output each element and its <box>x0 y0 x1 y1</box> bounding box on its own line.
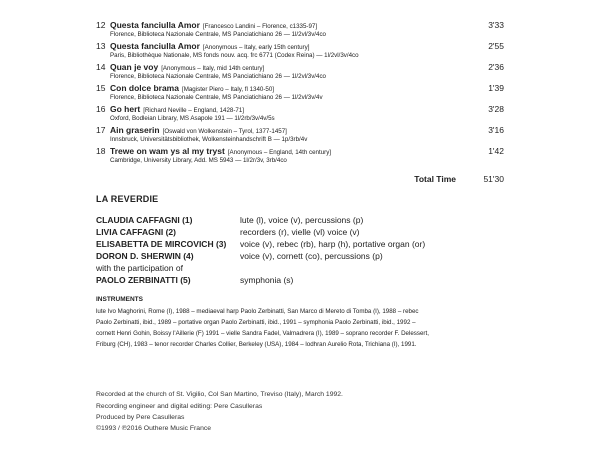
track-number: 14 <box>96 62 106 72</box>
track-title <box>110 125 287 135</box>
track-title-text: Quan je voy <box>110 62 159 72</box>
track-number: 15 <box>96 83 106 93</box>
track-attribution: [Francesco Landini – Florence, c1335-97] <box>202 23 318 30</box>
instruments-heading: INSTRUMENTS <box>96 296 143 303</box>
track-title <box>110 146 331 156</box>
ensemble-name: LA REVERDIE <box>96 194 159 204</box>
track-title-text: Ain graserin <box>110 125 160 135</box>
total-time-value: 51'30 <box>483 174 504 184</box>
track-title-text: Questa fanciulla Amor <box>110 20 200 30</box>
instruments-line: cornett Henri Gohin, Boissy l'Aillerie (F) 1991 – vielle Sandra Fadel, Valmadrera (I), 1989 – soprano recorder F. Delessert, <box>96 330 429 337</box>
track-number: 17 <box>96 125 106 135</box>
track-duration: 3'16 <box>488 125 504 135</box>
track-title <box>110 83 274 93</box>
track-duration: 2'55 <box>488 41 504 51</box>
track-title-text: Trewe on wam ys al my tryst <box>110 146 225 156</box>
performer-name: ELISABETTA DE MIRCOVICH (3) <box>96 239 227 249</box>
track-title-text: Go hert <box>110 104 141 114</box>
performer-instruments: symphonia (s) <box>240 275 294 285</box>
track-attribution: [Anonymous – England, 14th century] <box>227 149 332 156</box>
total-time-label: Total Time <box>414 174 456 184</box>
track-duration: 3'33 <box>488 20 504 30</box>
track-title <box>110 20 317 30</box>
copyright-credit: ©1993 / ℗2016 Outhere Music France <box>96 425 212 432</box>
performer-instruments: lute (l), voice (v), percussions (p) <box>240 215 364 225</box>
track-number: 16 <box>96 104 106 114</box>
instruments-line: lute Ivo Maghorini, Rome (I), 1988 – mediaeval harp Paolo Zerbinatti, San Marco di Mereto di Tomba (I), 1988 – rebec <box>96 308 419 315</box>
track-duration: 2'36 <box>488 62 504 72</box>
track-attribution: [Oswald von Wolkenstein – Tyrol, 1377-1457] <box>162 128 287 135</box>
track-attribution: [Richard Neville – England, 1428-71] <box>143 107 245 114</box>
track-title-text: Con dolce brama <box>110 83 179 93</box>
instruments-line: Friburg (CH), 1983 – tenor recorder Charles Collier, Berkeley (USA), 1984 – lodhran Aurelio Rota, Trichiana (I), 1991. <box>96 341 417 348</box>
performer-name: PAOLO ZERBINATTI (5) <box>96 275 191 285</box>
track-source: Innsbruck, Universitätsbibliothek, Wolkensteinhandschrift B — 1p/3rb/4v <box>110 136 308 143</box>
performer-name: LIVIA CAFFAGNI (2) <box>96 227 176 237</box>
performer-name: DORON D. SHERWIN (4) <box>96 251 194 261</box>
track-attribution: [Anonymous – Italy, mid 14th century] <box>161 65 265 72</box>
instruments-line: Paolo Zerbinatti, ibid., 1989 – portative organ Paolo Zerbinatti, ibid., 1991 – symphonia Paolo Zerbinatti, ibid., 1992 – <box>96 319 416 326</box>
track-attribution: [Magister Piero – Italy, fl 1340-50] <box>181 86 275 93</box>
engineer-credit: Recording engineer and digital editing: Pere Casulleras <box>96 403 263 410</box>
track-source: Cambridge, University Library, Add. MS 5943 — 1l/2r/3v, 3rb/4co <box>110 157 287 164</box>
track-source: Florence, Biblioteca Nazionale Centrale, MS Panciatichiano 26 — 1l/2vl/3v/4co <box>110 73 326 80</box>
track-duration: 1'42 <box>488 146 504 156</box>
track-source: Florence, Biblioteca Nazionale Centrale, MS Panciatichiano 26 — 1l/2vl/3v/4v <box>110 94 323 101</box>
track-title-text: Questa fanciulla Amor <box>110 41 200 51</box>
track-number: 12 <box>96 20 106 30</box>
track-number: 13 <box>96 41 106 51</box>
track-number: 18 <box>96 146 106 156</box>
track-source: Oxford, Bodleian Library, MS Asapole 191 — 1l/2rb/3v/4v/5s <box>110 115 275 122</box>
performer-instruments: voice (v), cornett (co), percussions (p) <box>240 251 383 261</box>
performer-name: CLAUDIA CAFFAGNI (1) <box>96 215 193 225</box>
performer-instruments: recorders (r), vielle (vl) voice (v) <box>240 227 360 237</box>
performer-instruments: voice (v), rebec (rb), harp (h), portative organ (or) <box>240 239 426 249</box>
track-source: Paris, Bibliothèque Nationale, MS fonds nouv. acq. frc 6771 (Codex Reina) — 1l/2vl/3v/4co <box>110 52 359 59</box>
recording-credit: Recorded at the church of St. Vigilio, Col San Martino, Treviso (Italy), March 1992. <box>96 391 343 398</box>
track-duration: 1'39 <box>488 83 504 93</box>
track-source: Florence, Biblioteca Nazionale Centrale, MS Panciatichiano 26 — 1l/2vl/3v/4co <box>110 31 326 38</box>
track-title <box>110 62 264 72</box>
track-duration: 3'28 <box>488 104 504 114</box>
track-title <box>110 104 244 114</box>
performer-note: with the participation of <box>96 263 183 273</box>
track-attribution: [Anonymous – Italy, early 15th century] <box>202 44 310 51</box>
producer-credit: Produced by Pere Casulleras <box>96 414 185 421</box>
track-title <box>110 41 309 51</box>
